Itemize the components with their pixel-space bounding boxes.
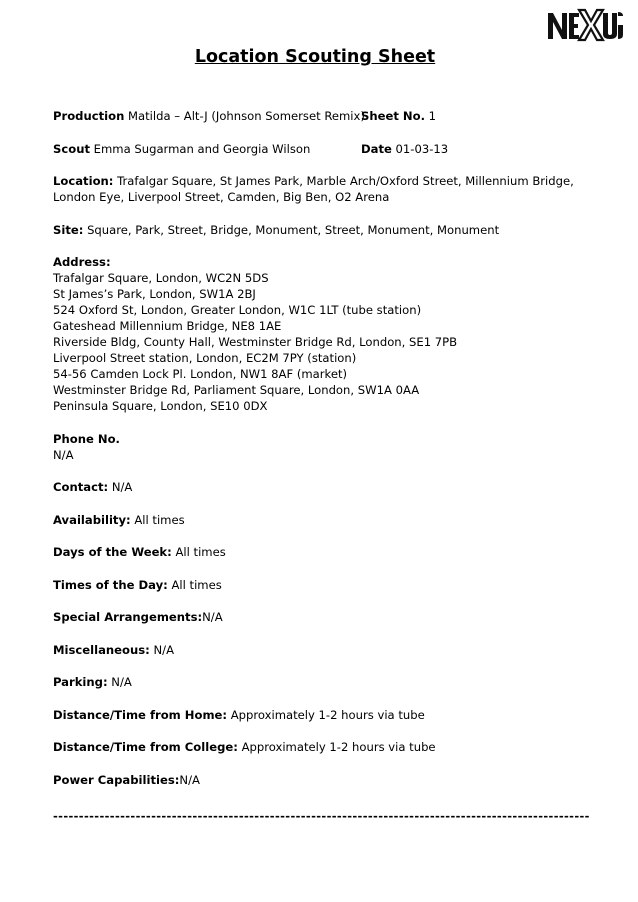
- distance-home-field: [53, 707, 613, 723]
- location-label: Location:: [53, 174, 114, 188]
- address-line: Westminster Bridge Rd, Parliament Square, London, SW1A 0AA: [53, 383, 420, 397]
- scout-value: Emma Sugarman and Georgia Wilson: [93, 141, 311, 156]
- distance-college-field: [53, 739, 613, 755]
- contact-value: N/A: [111, 480, 133, 494]
- address-line: 524 Oxford St, London, Greater London, W1C 1LT (tube station): [53, 303, 422, 317]
- production-value: Matilda – Alt-J (Johnson Somerset Remix): [128, 109, 365, 123]
- date-value: 01-03-13: [395, 141, 449, 156]
- miscellaneous-field: [53, 642, 613, 658]
- production-label: Production: [53, 109, 125, 123]
- power-capabilities-field: [53, 772, 613, 788]
- address-line: Peninsula Square, London, SE10 0DX: [53, 399, 268, 413]
- distance-home-label: Distance/Time from Home:: [53, 707, 228, 722]
- parking-value: N/A: [111, 675, 132, 689]
- date-label: Date: [361, 141, 392, 156]
- availability-value: All times: [134, 512, 185, 527]
- miscellaneous-value: N/A: [153, 642, 174, 657]
- days-value: All times: [175, 545, 226, 559]
- phone-field: [53, 431, 613, 463]
- days-field: [53, 544, 613, 560]
- page-title: Location Scouting Sheet: [194, 47, 436, 67]
- sheet-no-value: 1: [428, 109, 437, 123]
- scouting-form: [53, 108, 613, 788]
- contact-label: Contact:: [53, 480, 109, 494]
- production-field: [53, 108, 365, 124]
- miscellaneous-label: Miscellaneous:: [53, 642, 150, 657]
- parking-field: [53, 674, 613, 690]
- section-divider: --------------------------------------------------------------------------------------------------------: [53, 809, 590, 823]
- address-line: Gateshead Millennium Bridge, NE8 1AE: [53, 319, 282, 333]
- special-arrangements-label: Special Arrangements:: [53, 610, 203, 624]
- address-line: 54-56 Camden Lock Pl. London, NW1 8AF (market): [53, 367, 348, 381]
- scout-row: [53, 141, 613, 157]
- parking-label: Parking:: [53, 675, 108, 689]
- production-row: [53, 108, 613, 124]
- phone-label: Phone No.: [53, 431, 120, 446]
- scout-field: [53, 141, 361, 157]
- distance-home-value: Approximately 1-2 hours via tube: [230, 707, 425, 722]
- address-line: St James’s Park, London, SW1A 2BJ: [53, 287, 256, 301]
- sheet-no-label: Sheet No.: [361, 109, 425, 123]
- address-line: Trafalgar Square, London, WC2N 5DS: [53, 271, 269, 285]
- availability-field: [53, 512, 613, 528]
- date-field: [361, 141, 448, 157]
- phone-value: N/A: [53, 447, 74, 462]
- distance-college-label: Distance/Time from College:: [53, 740, 238, 754]
- scout-label: Scout: [53, 141, 90, 156]
- address-field: [53, 254, 613, 414]
- site-value: Square, Park, Street, Bridge, Monument, Street, Monument, Monument: [87, 222, 500, 237]
- days-label: Days of the Week:: [53, 545, 172, 559]
- sheet-no-field: [361, 108, 436, 124]
- times-field: [53, 577, 613, 593]
- power-capabilities-label: Power Capabilities:: [53, 772, 180, 787]
- availability-label: Availability:: [53, 512, 131, 527]
- address-line: Riverside Bldg, County Hall, Westminster Bridge Rd, London, SE1 7PB: [53, 335, 458, 349]
- site-label: Site:: [53, 222, 84, 237]
- power-capabilities-value: N/A: [179, 772, 200, 787]
- nexus-logo: [546, 8, 624, 42]
- times-value: All times: [171, 577, 222, 592]
- nexus-logo-mark: [546, 8, 624, 42]
- special-arrangements-field: [53, 609, 613, 625]
- distance-college-value: Approximately 1-2 hours via tube: [241, 740, 436, 754]
- location-field: [53, 173, 613, 205]
- contact-field: [53, 479, 613, 495]
- location-value: Trafalgar Square, St James Park, Marble Arch/Oxford Street, Millennium Bridge, London Eye, Liverpool Street, Camden, Big Ben, O2 Arena: [53, 174, 574, 204]
- times-label: Times of the Day:: [53, 577, 168, 592]
- site-field: [53, 222, 613, 238]
- address-line: Liverpool Street station, London, EC2M 7PY (station): [53, 351, 357, 365]
- special-arrangements-value: N/A: [202, 610, 223, 624]
- address-label: Address:: [53, 255, 111, 269]
